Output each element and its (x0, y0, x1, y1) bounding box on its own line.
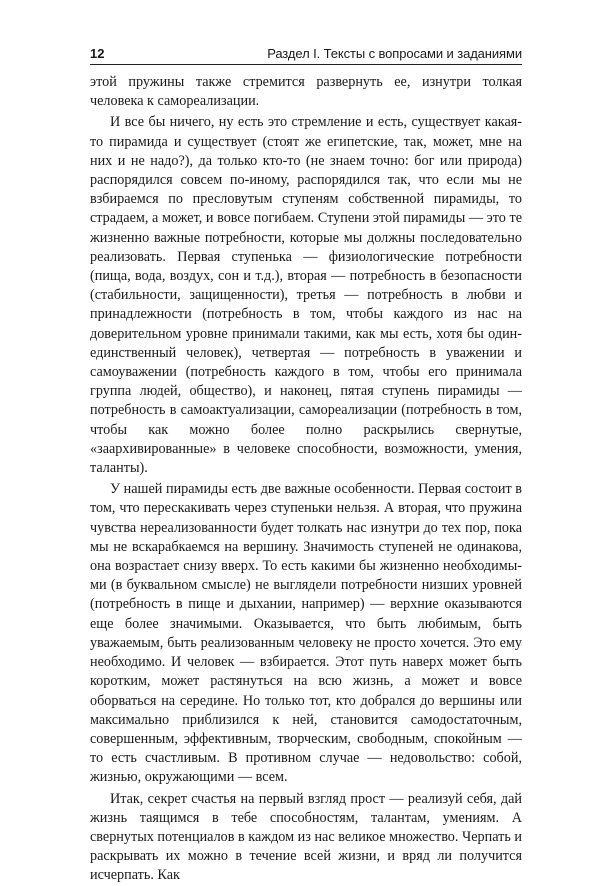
running-head: Раздел I. Тексты с вопросами и заданиями (267, 46, 522, 61)
page-number: 12 (90, 46, 105, 61)
paragraph-continuation: этой пружины также стремится развернуть ее, изнутри толкая человека к самореализации. (90, 74, 522, 110)
paragraph: У нашей пирамиды есть две важные особенности. Первая состоит в том, что перескакивать через ступеньки нельзя. А вторая, что пружина чувства нереализованности будет толкать нас изнутри до тех пор, пока мы не вскарабкаемся на вершину. Значимость ступеней не одинакова, она возрастает снизу вверх. То есть какими бы жизненно необходимыми (в буквальном смысле) не выглядели потребности низших уровней (потребность в пище и дыхании, например) — верхние оказываются еще более значимыми. Оказывается, что быть любимым, быть уважаемым, быть реализованным человеку не просто хочется. Это ему необходимо. И человек — взбирается. Этот путь наверх может быть коротким, может растянуться на всю жизнь, а может и вовсе оборваться на середине. Но только тот, кто добрался до вершины или максимально приблизился к ней, становится самодостаточным, совершенным, эффективным, творческим, свободным, спокойным — то есть счастливым. В противном случае — недовольство: собой, жизнью, окружающими — всем. (90, 481, 522, 786)
page-header (90, 40, 522, 65)
paragraph: Итак, секрет счастья на первый взгляд прост — реализуй себя, дай жизнь таящимся в тебе способностям, талантам, умениям. А свернутых потенциалов в каждом из нас великое множество. Черпать и раскрывать их можно в течение всей жизни, и вряд ли получится исчерпать. Как (90, 790, 522, 884)
paragraph: И все бы ничего, ну есть это стремление и есть, существует какая-то пирамида и существует (стоят же египетские, так, может, мне на них и не надо?), да только кто-то (не знаем точно: бог или природа) распорядился совсем по-иному, распорядился так, что если мы не взбираемся по пресловутым ступеням собственной пирамиды, то страдаем, а может, и вовсе погибаем. Ступени этой пирамиды — это те жизненно важные потребности, которые мы должны последовательно реализовать. Первая ступенька — физиологические потребности (пища, вода, воздух, сон и т.д.), вторая — потребность в безопасности (стабильности, защищенности), третья — потребность в любви и принадлежности (потребность в том, чтобы каждого из нас на доверительном уровне принимали такими, как мы есть, хотя бы один-единственный человек), четвертая — потребность в уважении и самоуважении (потребность каждого в том, чтобы его принимала группа людей, общество), и наконец, пятая ступень пирамиды — потребность в самоактуализации, самореализации (потребность в том, чтобы как можно более полно раскрылись свернутые, «заархивированные» в человеке способности, возможности, умения, таланты). (90, 114, 522, 477)
body-text (90, 73, 522, 886)
